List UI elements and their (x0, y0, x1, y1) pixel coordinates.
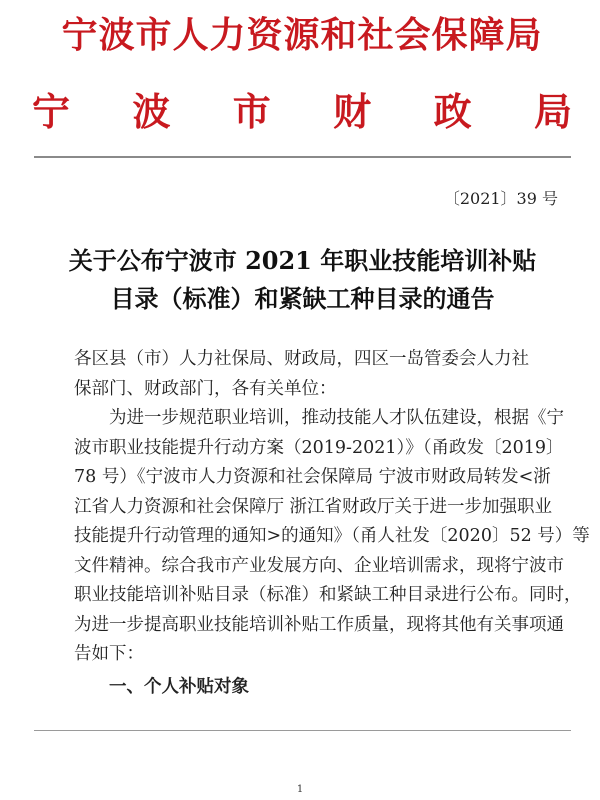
issuer-line-2 (32, 84, 572, 140)
text-line: 告如下： (74, 644, 144, 664)
footer-divider (34, 730, 571, 731)
header-divider (34, 156, 571, 158)
issuer-2-char: 市 (232, 90, 271, 134)
issuer-line-1: 宁波市人力资源和社会保障局 (61, 15, 543, 56)
main-paragraph (74, 404, 590, 670)
text-line: 各区县（市）人力社保局、财政局，四区一岛管委会人力社 (74, 349, 529, 369)
text-line: 为进一步提高职业技能培训补贴工作质量，现将其他有关事项通 (74, 614, 564, 635)
document-number: 〔2021〕39 号 (443, 189, 558, 208)
document-body (74, 345, 590, 702)
title-line: 关于公布宁波市 2021 年职业技能培训补贴 (68, 246, 537, 275)
issuer-2-char: 局 (533, 90, 572, 134)
issuer-2-char: 财 (333, 90, 372, 134)
text-line: 78 号）《宁波市人力资源和社会保障局 宁波市财政局转发<浙 (74, 467, 551, 487)
text-line: 文件精神。综合我市产业发展方向、企业培训需求，现将宁波市 (74, 555, 564, 576)
text-line: 江省人力资源和社会保障厅 浙江省财政厅关于进一步加强职业 (74, 496, 553, 517)
section-heading: 一、个人补贴对象 (109, 676, 249, 697)
address-block (74, 345, 574, 404)
issuer-2-char: 政 (433, 90, 472, 134)
page-number: 1 (296, 784, 304, 795)
issuer-2-char: 宁 (32, 90, 71, 134)
text-line: 技能提升行动管理的通知>的通知》（甬人社发〔2020〕52 号）等 (74, 526, 590, 546)
title-line: 目录（标准）和紧缺工种目录的通告 (110, 284, 495, 313)
issuer-2-char: 波 (132, 90, 171, 134)
text-line: 职业技能培训补贴目录（标准）和紧缺工种目录进行公布。同时， (74, 585, 582, 605)
document-title (34, 242, 571, 318)
text-line: 波市职业技能提升行动方案（2019-2021）》（甬政发〔2019〕 (74, 437, 564, 458)
text-line: 保部门、财政部门，各有关单位： (74, 378, 337, 399)
text-line: 为进一步规范职业培训，推动技能人才队伍建设，根据《宁 (109, 408, 564, 428)
